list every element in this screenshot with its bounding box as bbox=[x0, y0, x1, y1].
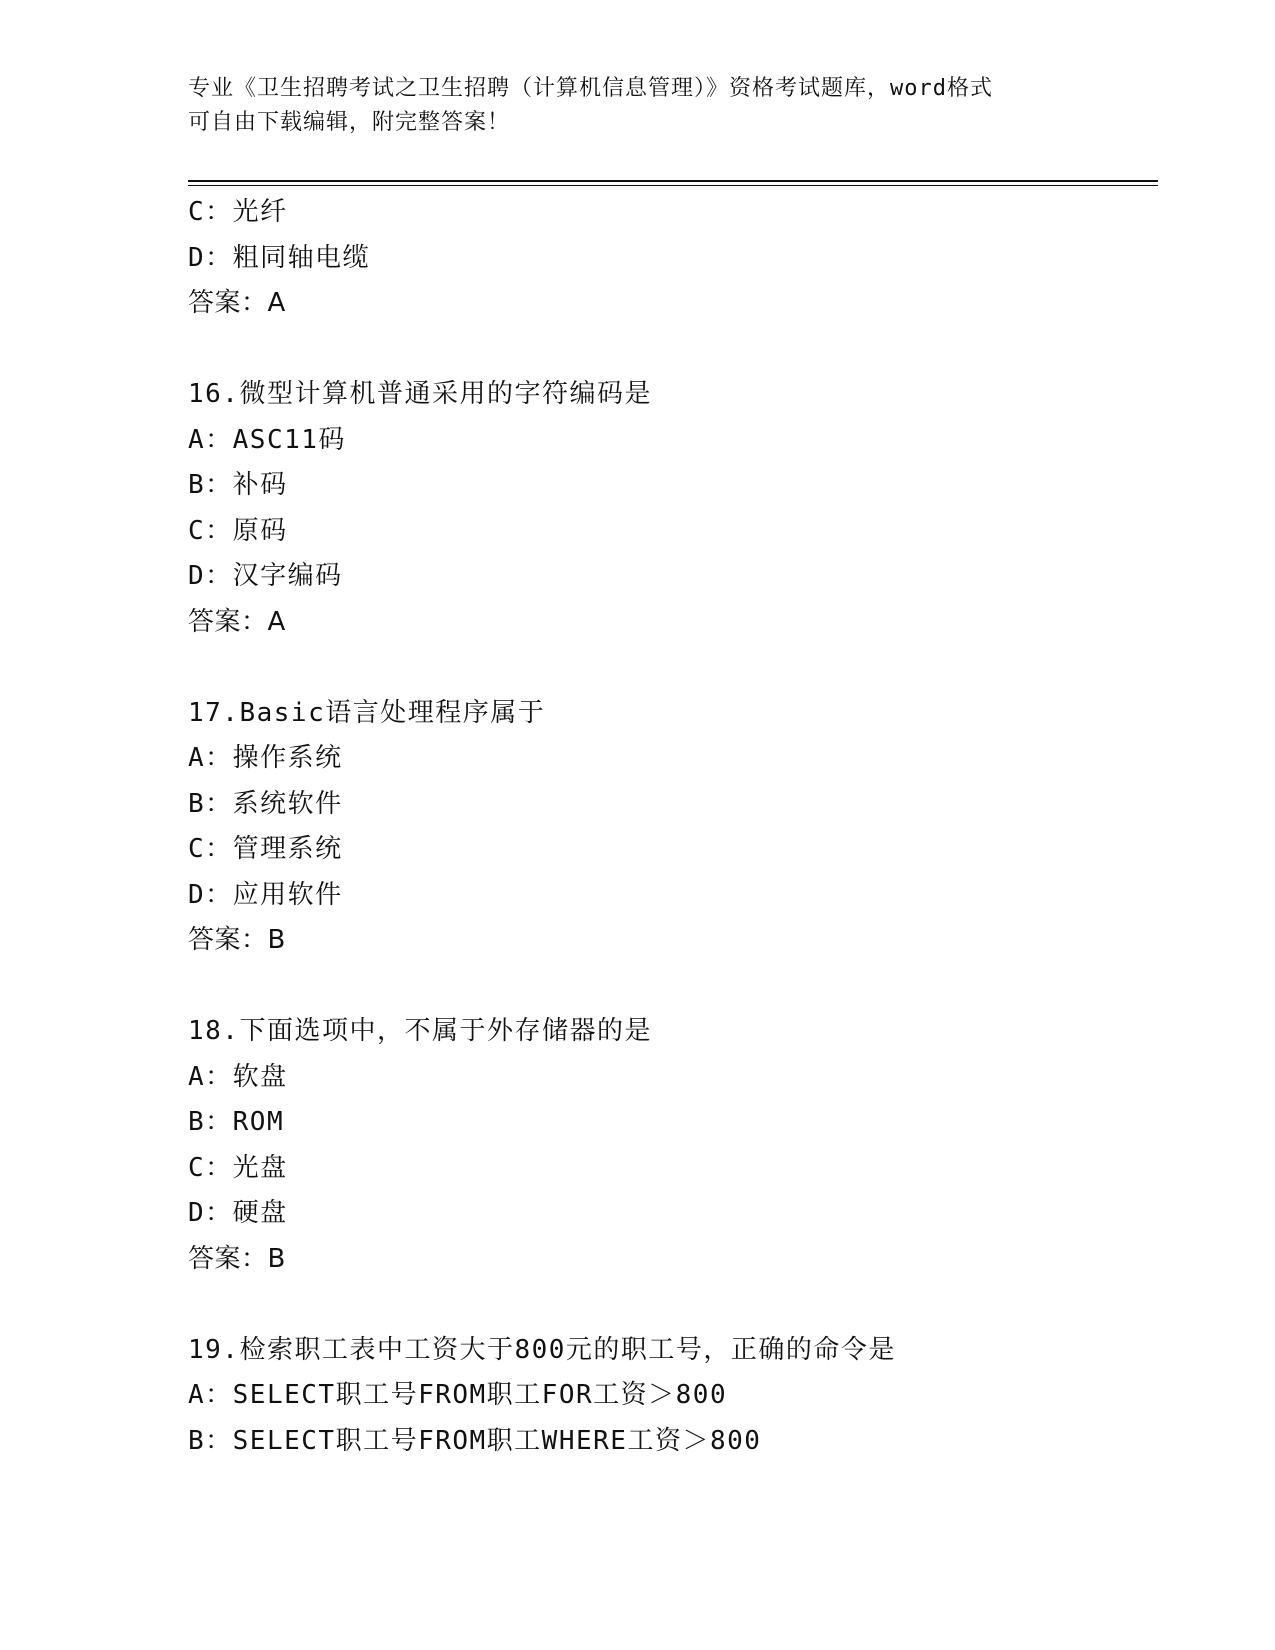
question-text: 17.Basic语言处理程序属于 bbox=[188, 697, 546, 728]
question-list bbox=[188, 190, 1148, 1464]
option-line: B：SELECT职工号FROM职工WHERE工资＞800 bbox=[188, 1425, 762, 1456]
spacer bbox=[188, 964, 1148, 1010]
option-line: C：光盘 bbox=[188, 1152, 288, 1183]
option-line: D：硬盘 bbox=[188, 1198, 288, 1228]
option-line: B：ROM bbox=[188, 1107, 285, 1137]
option-line: D：粗同轴电缆 bbox=[188, 242, 371, 273]
option-line: D：应用软件 bbox=[188, 879, 343, 910]
option-line: D：汉字编码 bbox=[188, 561, 343, 591]
header-line-2: 可自由下载编辑，附完整答案！ bbox=[188, 110, 511, 135]
spacer bbox=[188, 645, 1148, 691]
question-text: 16.微型计算机普通采用的字符编码是 bbox=[188, 379, 652, 409]
answer-line: 答案：A bbox=[188, 288, 286, 318]
option-line: A：ASC11码 bbox=[188, 424, 346, 455]
spacer bbox=[188, 1282, 1148, 1328]
header-divider-thick bbox=[188, 180, 1158, 182]
answer-line: 答案：B bbox=[188, 925, 286, 955]
answer-line: 答案：A bbox=[188, 606, 286, 637]
question-text: 19.检索职工表中工资大于800元的职工号，正确的命令是 bbox=[188, 1334, 896, 1365]
header-line-1: 专业《卫生招聘考试之卫生招聘（计算机信息管理）》资格考试题库，word格式 bbox=[188, 76, 993, 101]
option-line: B：系统软件 bbox=[188, 788, 343, 819]
option-line: B：补码 bbox=[188, 470, 288, 500]
answer-line: 答案：B bbox=[188, 1243, 286, 1274]
spacer bbox=[188, 327, 1148, 373]
header-divider-thin bbox=[188, 185, 1158, 186]
option-line: C：管理系统 bbox=[188, 834, 343, 864]
document-header bbox=[188, 72, 1088, 140]
option-line: A：SELECT职工号FROM职工FOR工资＞800 bbox=[188, 1380, 728, 1410]
option-line: A：操作系统 bbox=[188, 743, 343, 773]
question-text: 18.下面选项中，不属于外存储器的是 bbox=[188, 1016, 652, 1046]
option-line: C：原码 bbox=[188, 515, 288, 546]
option-line: A：软盘 bbox=[188, 1061, 288, 1092]
option-line: C：光纤 bbox=[188, 197, 288, 227]
